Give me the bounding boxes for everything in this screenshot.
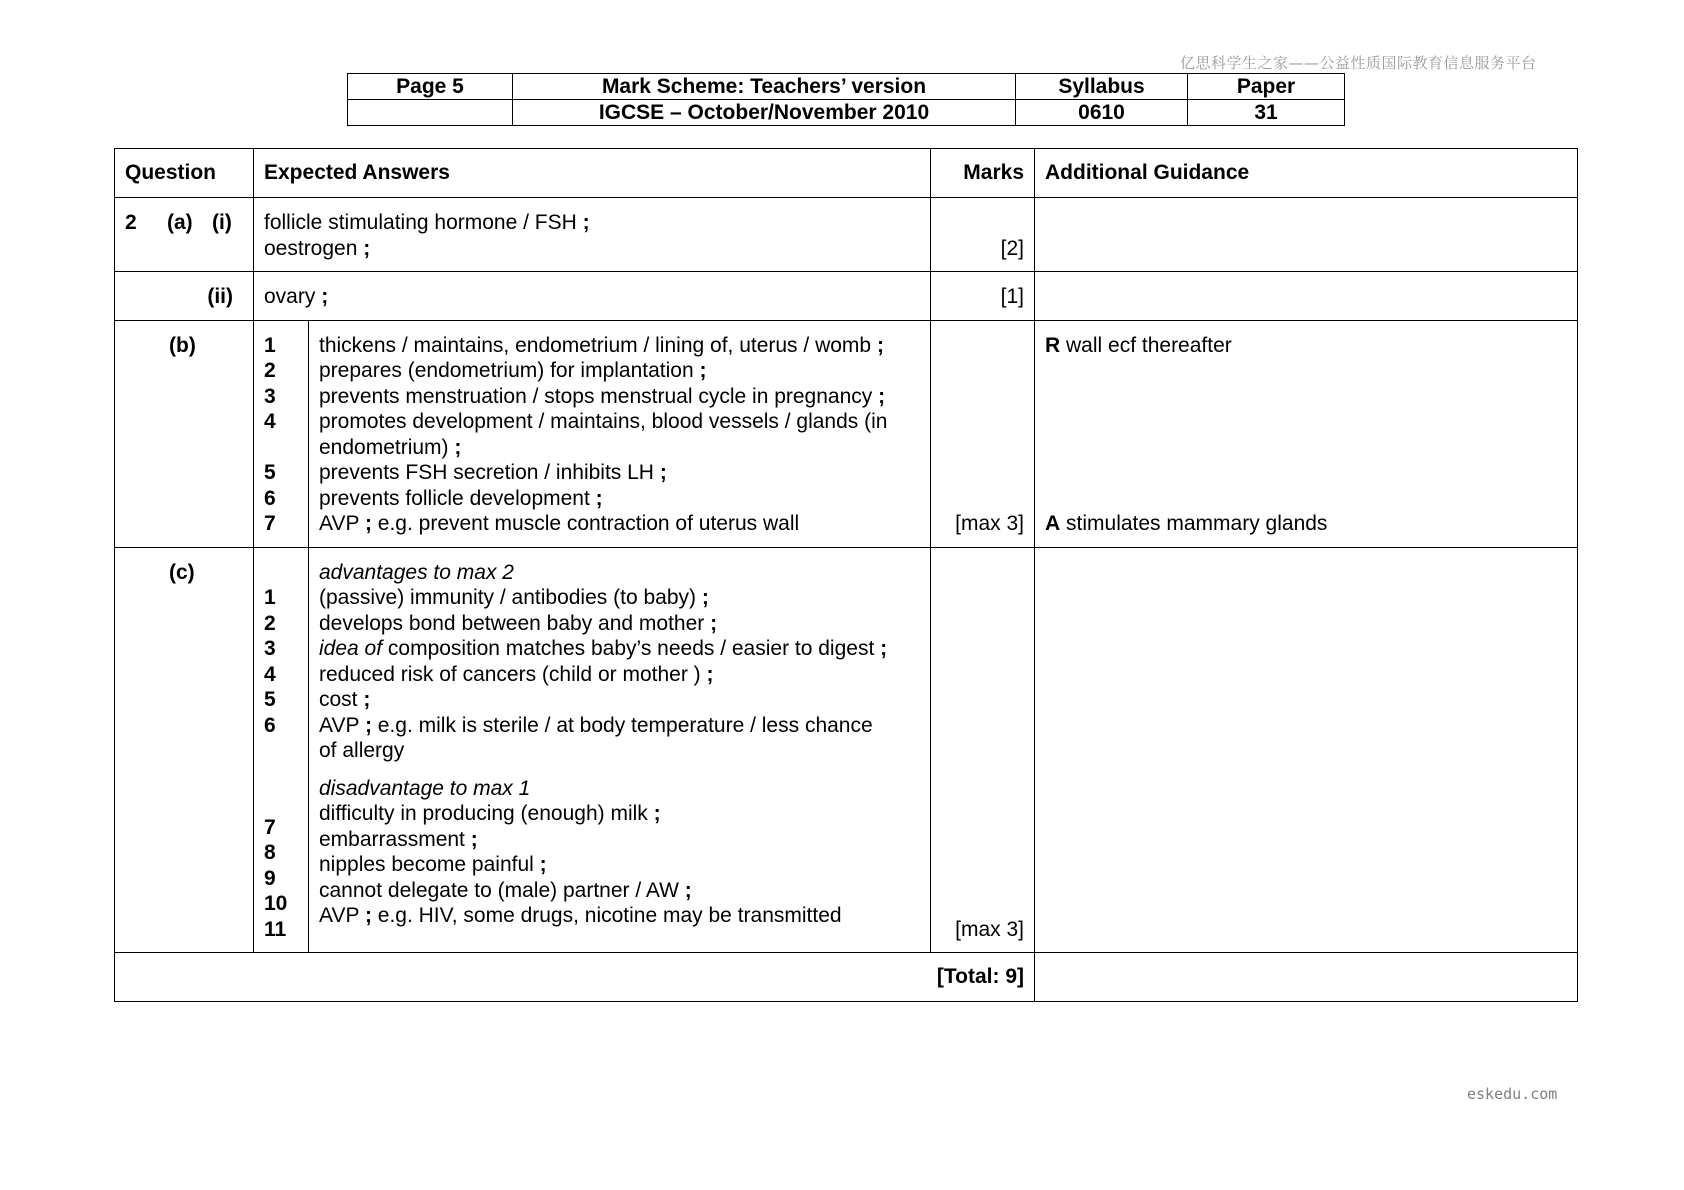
answer-line: (passive) immunity / antibodies (to baby) ; <box>319 586 709 609</box>
mark-scheme-table <box>114 148 1578 1002</box>
table-header-row <box>115 149 1578 198</box>
watermark-top: 亿思科学生之家——公益性质国际教育信息服务平台 <box>1180 54 1537 72</box>
answer-line: AVP ; e.g. HIV, some drugs, nicotine may be transmitted <box>319 904 842 927</box>
row-2b <box>115 320 1578 547</box>
guidance-2a-i <box>1035 198 1577 220</box>
watermark-bottom: eskedu.com <box>1467 1085 1558 1103</box>
col-answers: Expected Answers <box>264 161 450 185</box>
question-number: 2 <box>125 211 137 234</box>
answer-line: prevents follicle development ; <box>319 486 603 510</box>
answer-line: cost ; <box>319 688 371 711</box>
total-marks: [Total: 9] <box>936 965 1024 989</box>
guidance-2b: R wall ecf thereafter A stimulates mammary glands <box>1045 333 1328 535</box>
question-part-a: (a) <box>167 211 193 234</box>
answer-line: prepares (endometrium) for implantation ; <box>319 359 707 382</box>
answer-line: reduced risk of cancers (child or mother ) ; <box>319 662 714 686</box>
header-paper-label: Paper <box>1188 74 1345 100</box>
row-2a-i <box>115 198 1578 272</box>
guidance-2a-ii <box>1035 272 1577 294</box>
header-syllabus: 0610 <box>1016 100 1188 126</box>
header-table <box>347 73 1345 126</box>
total-guidance <box>1035 966 1577 988</box>
answers-b <box>309 321 930 547</box>
marks-2c: [max 3] <box>955 917 1024 941</box>
answer-line: endometrium) ; <box>319 435 462 459</box>
question-sub-i: (i) <box>212 211 232 234</box>
marks-2a-ii: [1] <box>1000 285 1024 308</box>
col-guidance: Additional Guidance <box>1045 161 1250 185</box>
answer-line: prevents FSH secretion / inhibits LH ; <box>319 461 667 484</box>
answer-line: idea of composition matches baby’s needs / easier to digest ; <box>319 637 888 660</box>
answer-line: of allergy <box>319 739 405 762</box>
answer-line: follicle stimulating hormone / FSH ; <box>264 211 590 234</box>
question-sub-ii: (ii) <box>207 285 233 308</box>
question-part-c: (c) <box>169 560 195 584</box>
question-part-b: (b) <box>169 333 196 357</box>
answer-line: thickens / maintains, endometrium / lining of, uterus / womb ; <box>319 333 884 357</box>
total-row <box>115 953 1578 1002</box>
answer-line: develops bond between baby and mother ; <box>319 611 718 635</box>
row-2c <box>115 547 1578 953</box>
answer-line: prevents menstruation / stops menstrual cycle in pregnancy ; <box>319 384 886 408</box>
header-paper: 31 <box>1188 100 1345 126</box>
header-title: Mark Scheme: Teachers’ version <box>513 74 1016 100</box>
col-marks: Marks <box>963 161 1024 185</box>
col-question: Question <box>125 161 217 185</box>
answer-line: promotes development / maintains, blood vessels / glands (in <box>319 410 888 433</box>
answers-c <box>309 548 930 939</box>
answer-line: AVP ; e.g. prevent muscle contraction of uterus wall <box>319 512 800 535</box>
advantages-heading: advantages to max 2 <box>319 560 514 584</box>
header-empty-cell <box>348 100 513 126</box>
disadvantage-heading: disadvantage to max 1 <box>319 776 531 800</box>
header-exam: IGCSE – October/November 2010 <box>513 100 1016 126</box>
row-2a-ii: (ii) ovary ; [1] <box>115 272 1578 321</box>
marks-2a-i: [2] <box>1000 236 1024 260</box>
answer-line: AVP ; e.g. milk is sterile / at body temperature / less chance <box>319 713 873 737</box>
answer-line: embarrassment ; <box>319 827 478 851</box>
guidance-2c <box>1035 548 1577 570</box>
answer-line: nipples become painful ; <box>319 853 547 876</box>
answer-line: oestrogen ; <box>264 236 371 260</box>
point-numbers-c: 1 2 3 4 5 6 7 8 9 10 11 <box>264 586 288 941</box>
answer-line: difficulty in producing (enough) milk ; <box>319 802 661 825</box>
marks-2b: [max 3] <box>955 512 1024 535</box>
answer-ovary: ovary <box>264 285 316 308</box>
answer-line: cannot delegate to (male) partner / AW ; <box>319 878 692 902</box>
header-syllabus-label: Syllabus <box>1016 74 1188 100</box>
point-numbers-b: 1 2 3 4 5 6 7 <box>264 333 276 535</box>
header-page: Page 5 <box>348 74 513 100</box>
